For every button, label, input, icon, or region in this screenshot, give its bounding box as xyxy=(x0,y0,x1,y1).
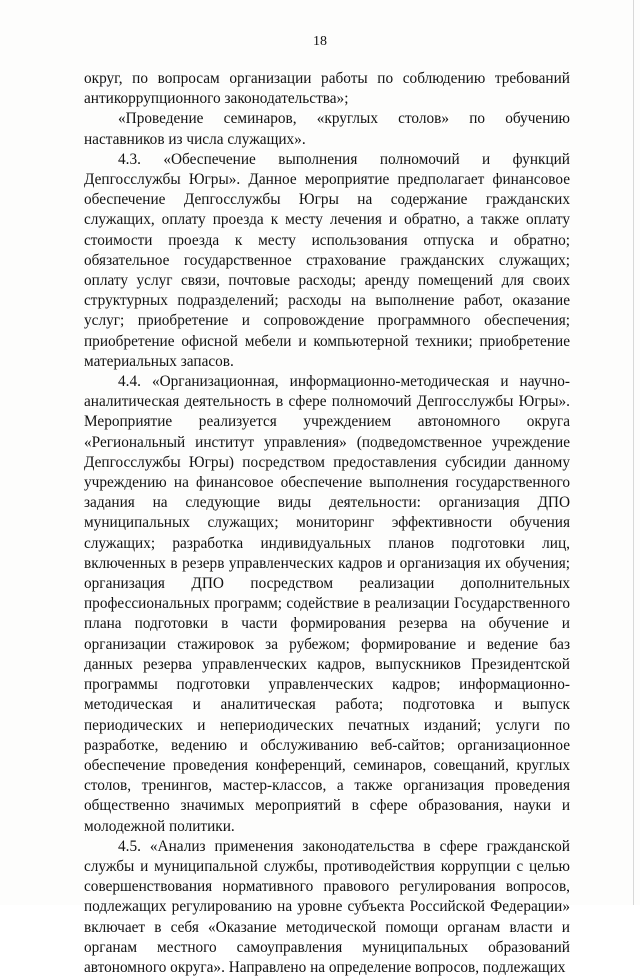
document-body xyxy=(84,69,570,978)
paragraph-continuation-okrug: округ, по вопросам организации работы по соблюдению требований антикоррупционного законодательства»; xyxy=(84,70,570,108)
page-edge xyxy=(633,0,634,905)
paragraph-4-4: 4.4. «Организационная, информационно-методическая и научно-аналитическая деятельность в сфере полномочий Депгосслужбы Югры». Мероприятие реализуется учреждением автономного округа «Региональный институт управления» (подведомственное учреждение Депгосслужбы Югры) посредством предоставления субсидии данному учреждению на финансовое обеспечение выполнения государственного задания на следующие виды деятельности: организация ДПО муниципальных служащих; мониторинг эффективности обучения служащих; разработка индивидуальных планов подготовки лиц, включенных в резерв управленческих кадров и организация их обучения; организация ДПО посредством реализации дополнительных профессиональных программ; содействие в реализации Государственного плана подготовки в части формирования резерва на обучение и организации стажировок за рубежом; формирование и ведение баз данных резерва управленческих кадров, выпускников Президентской программы подготовки управленческих кадров; информационно-методическая и аналитическая работа; подготовка и выпуск периодических и непериодических печатных изданий; услуги по разработке, ведению и обслуживанию веб-сайтов; организационное обеспечение проведения конференций, семинаров, совещаний, круглых столов, тренингов, мастер-классов, а также организация проведения общественно значимых мероприятий в сфере образования, науки и молодежной политики. xyxy=(84,373,570,835)
paragraph-4-3: 4.3. «Обеспечение выполнения полномочий и функций Депгосслужбы Югры». Данное мероприятие предполагает финансовое обеспечение Депгосслужбы Югры на содержание гражданских служащих, оплату проезда к месту лечения и обратно, а также оплату стоимости проезда к месту использования отпуска и обратно; обязательное государственное страхование гражданских служащих; оплату услуг связи, почтовые расходы; аренду помещений для своих структурных подразделений; расходы на выполнение работ, оказание услуг; приобретение и сопровождение программного обеспечения; приобретение офисной мебели и компьютерной техники; приобретение материальных запасов. xyxy=(84,150,570,370)
page-number: 18 xyxy=(313,34,327,49)
paragraph-seminars: «Проведение семинаров, «круглых столов» по обучению наставников из числа служащих». xyxy=(84,110,570,148)
paragraph-4-5: 4.5. «Анализ применения законодательства в сфере гражданской службы и муниципальной службы, противодействия коррупции с целью совершенствования нормативного правового регулирования вопросов, подлежащих регулированию на уровне субъекта Российской Федерации» включает в себя «Оказание методической помощи органам власти и органам местного самоуправления муниципальных образований автономного округа». Направлено на определение вопросов, подлежащих xyxy=(84,837,570,976)
